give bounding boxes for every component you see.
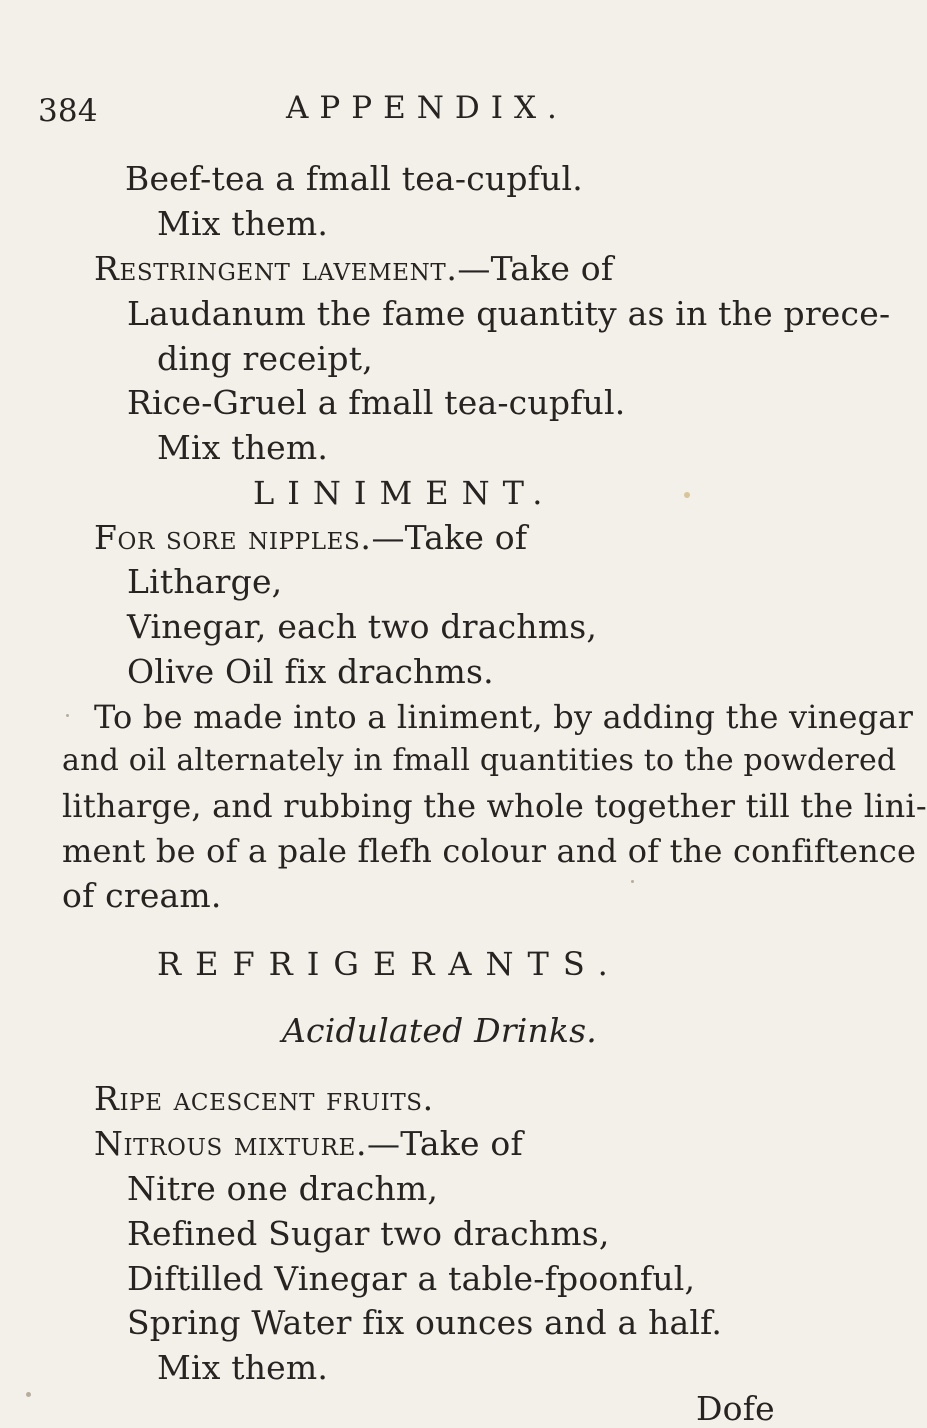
text-line: ding receipt,	[157, 339, 373, 378]
ingredient-line: Spring Water fix ounces and a half.	[127, 1303, 723, 1342]
text-line: Mix them.	[157, 204, 329, 243]
paragraph-line: and oil alternately in fmall quantities to the powdered	[62, 743, 897, 778]
paper-speck	[26, 1392, 31, 1397]
paragraph-line: To be made into a liniment, by adding the vinegar	[94, 698, 914, 736]
recipe-take-of: —Take of	[371, 518, 528, 557]
ingredient-line: Mix them.	[157, 1348, 329, 1387]
ingredient-line: Olive Oil fix drachms.	[127, 652, 494, 691]
paper-speck	[631, 880, 634, 883]
recipe-heading	[94, 518, 527, 558]
recipe-title: Nitrous mixture.	[94, 1124, 368, 1163]
text-line: Rice-Gruel a fmall tea-cupful.	[127, 383, 626, 422]
recipe-take-of: —Take of	[367, 1124, 523, 1163]
section-heading-liniment: LINIMENT.	[253, 474, 556, 512]
paragraph-line: of cream.	[62, 876, 222, 915]
ingredient-line: Vinegar, each two drachms,	[127, 607, 598, 646]
ingredient-line: Diftilled Vinegar a table-fpoonful,	[127, 1259, 696, 1298]
recipe-title: Restringent lavement.	[94, 249, 458, 288]
recipe-take-of: —Take of	[457, 249, 614, 288]
recipe-heading	[94, 1124, 523, 1164]
ingredient-line: Refined Sugar two drachms,	[127, 1214, 610, 1253]
recipe-heading	[94, 249, 613, 289]
text-line: Beef-tea a fmall tea-cupful.	[125, 159, 583, 198]
recipe-heading: Ripe acescent fruits.	[94, 1079, 434, 1118]
page-number: 384	[38, 93, 98, 129]
running-title: APPENDIX.	[286, 90, 568, 126]
catchword: Dofe	[696, 1389, 775, 1428]
recipe-title: For sore nipples.	[94, 518, 372, 557]
section-heading-refrigerants: REFRIGERANTS.	[157, 945, 622, 983]
text-line: Laudanum the fame quantity as in the prece-	[127, 294, 891, 333]
ingredient-line: Nitre one drachm,	[127, 1169, 439, 1208]
paragraph-line: litharge, and rubbing the whole together till the lini-	[62, 787, 927, 825]
text-line: Mix them.	[157, 428, 329, 467]
ingredient-line: Litharge,	[127, 562, 283, 601]
paper-speck	[66, 714, 69, 717]
section-subheading: Acidulated Drinks.	[282, 1011, 597, 1050]
paragraph-line: ment be of a pale flefh colour and of the confiftence	[62, 832, 917, 870]
paper-speck	[684, 492, 690, 498]
